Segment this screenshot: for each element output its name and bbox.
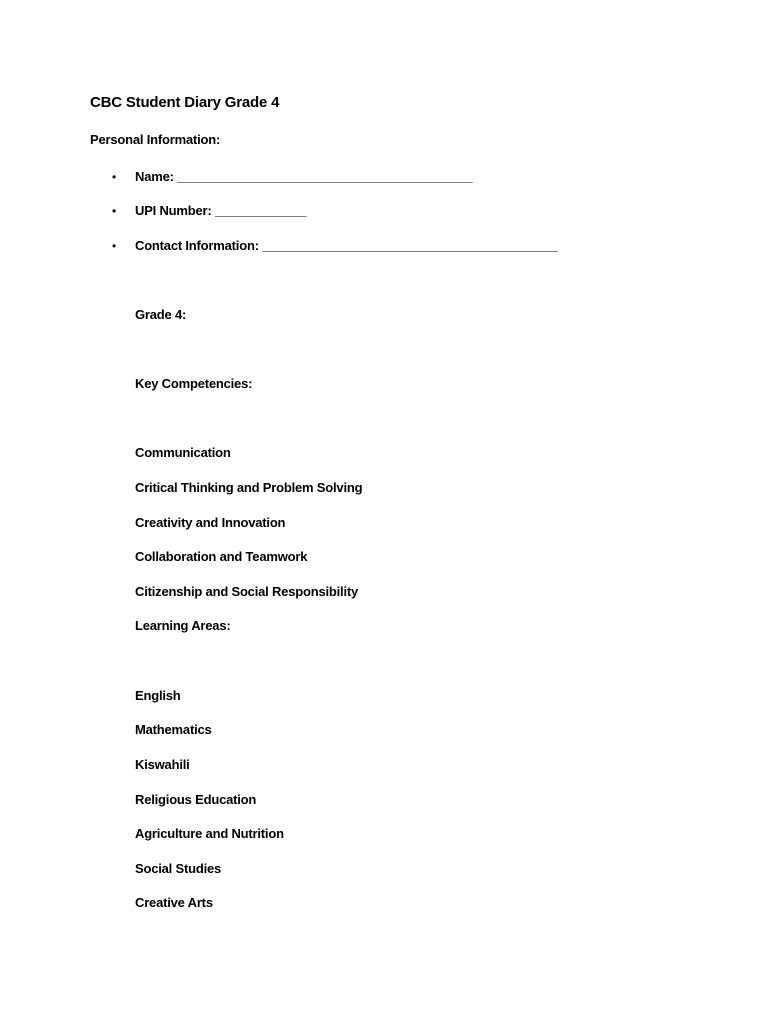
competency-item: Critical Thinking and Problem Solving <box>135 480 363 495</box>
personal-info-heading: Personal Information: <box>90 132 221 147</box>
learning-area-item: Mathematics <box>135 722 212 737</box>
learning-area-item: English <box>135 688 181 703</box>
document-title: CBC Student Diary Grade 4 <box>90 94 280 111</box>
grade-heading: Grade 4: <box>135 307 187 322</box>
competency-item: Communication <box>135 445 231 460</box>
learning-areas-heading: Learning Areas: <box>135 618 231 633</box>
learning-area-item: Kiswahili <box>135 757 190 772</box>
learning-area-item: Agriculture and Nutrition <box>135 826 284 841</box>
bullet-icon: • <box>112 239 117 253</box>
field-name-label: Name: __________________________________________ <box>135 169 473 184</box>
learning-area-item: Social Studies <box>135 861 222 876</box>
competency-item: Collaboration and Teamwork <box>135 549 308 564</box>
bullet-icon: • <box>112 170 117 184</box>
field-contact-information-label: Contact Information: __________________________________________ <box>135 238 558 253</box>
competency-item: Creativity and Innovation <box>135 515 286 530</box>
bullet-icon: • <box>112 204 117 218</box>
competencies-heading: Key Competencies: <box>135 376 253 391</box>
learning-area-item: Creative Arts <box>135 895 213 910</box>
learning-area-item: Religious Education <box>135 792 257 807</box>
competency-item: Citizenship and Social Responsibility <box>135 584 359 599</box>
field-upi-number-label: UPI Number: _____________ <box>135 203 307 218</box>
